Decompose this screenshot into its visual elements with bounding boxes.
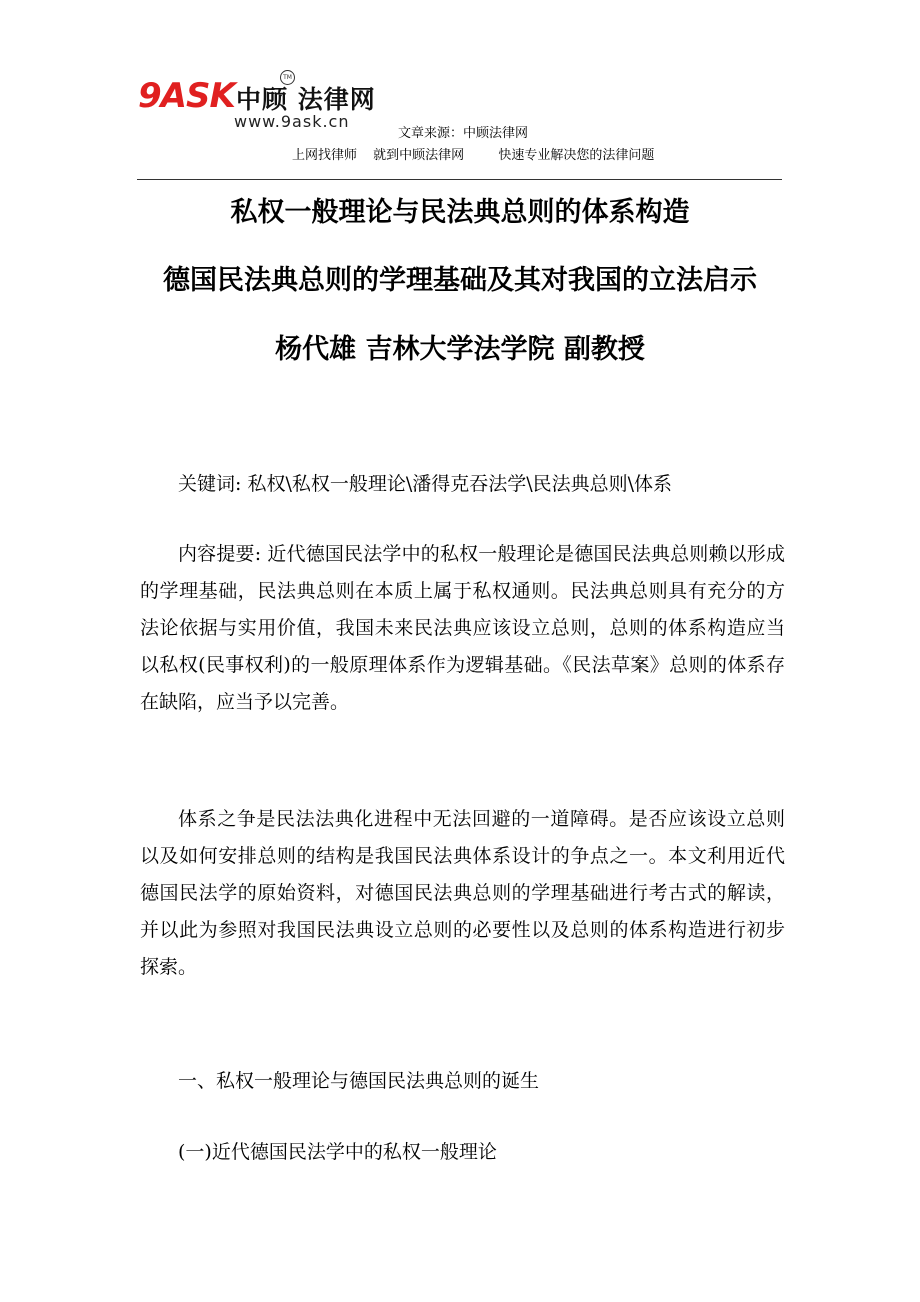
logo-name: 中顾 法律网 [236, 85, 376, 114]
logo-url: www.9ask.cn [234, 112, 350, 131]
trademark-icon: TM [280, 70, 295, 85]
slogan-fast-solve: 快速专业解决您的法律问题 [498, 148, 655, 163]
abstract-paragraph: 内容提要: 近代德国民法学中的私权一般理论是德国民法典总则赖以形成的学理基础，民法典总则在本质上属于私权通则。民法典总则具有充分的方法论依据与实用价值，我国未来民法典应该设立总则，总则的体系构造应当以私权(民事权利)的一般原理体系作为逻辑基础。《民法草案》总则的体系存在缺陷，应当予以完善。 [140, 543, 785, 713]
keywords-paragraph: 关键词: 私权\私权一般理论\潘得克吞法学\民法典总则\体系 [178, 473, 673, 495]
subsection-heading-1: (一)近代德国民法学中的私权一般理论 [178, 1141, 497, 1163]
document-title: 私权一般理论与民法典总则的体系构造 [230, 197, 690, 228]
header-slogan [292, 144, 654, 163]
section-heading-1: 一、私权一般理论与德国民法典总则的诞生 [178, 1070, 540, 1092]
intro-paragraph: 体系之争是民法法典化进程中无法回避的一道障碍。是否应该设立总则以及如何安排总则的结构是我国民法典体系设计的争点之一。本文利用近代德国民法学的原始资料，对德国民法典总则的学理基础进行考古式的解读，并以此为参照对我国民法典设立总则的必要性以及总则的体系构造进行初步探索。 [140, 808, 785, 978]
slogan-go-site: 就到中顾法律网 [373, 148, 465, 163]
logo-mark: 9ASK [138, 76, 235, 116]
document-subtitle: 德国民法典总则的学理基础及其对我国的立法启示 [163, 265, 757, 296]
article-source: 文章来源：中顾法律网 [398, 126, 529, 141]
site-logo[interactable] [138, 72, 398, 134]
document-author: 杨代雄 吉林大学法学院 副教授 [275, 334, 645, 365]
header-divider [137, 179, 782, 180]
slogan-find-lawyer: 上网找律师 [292, 148, 358, 163]
